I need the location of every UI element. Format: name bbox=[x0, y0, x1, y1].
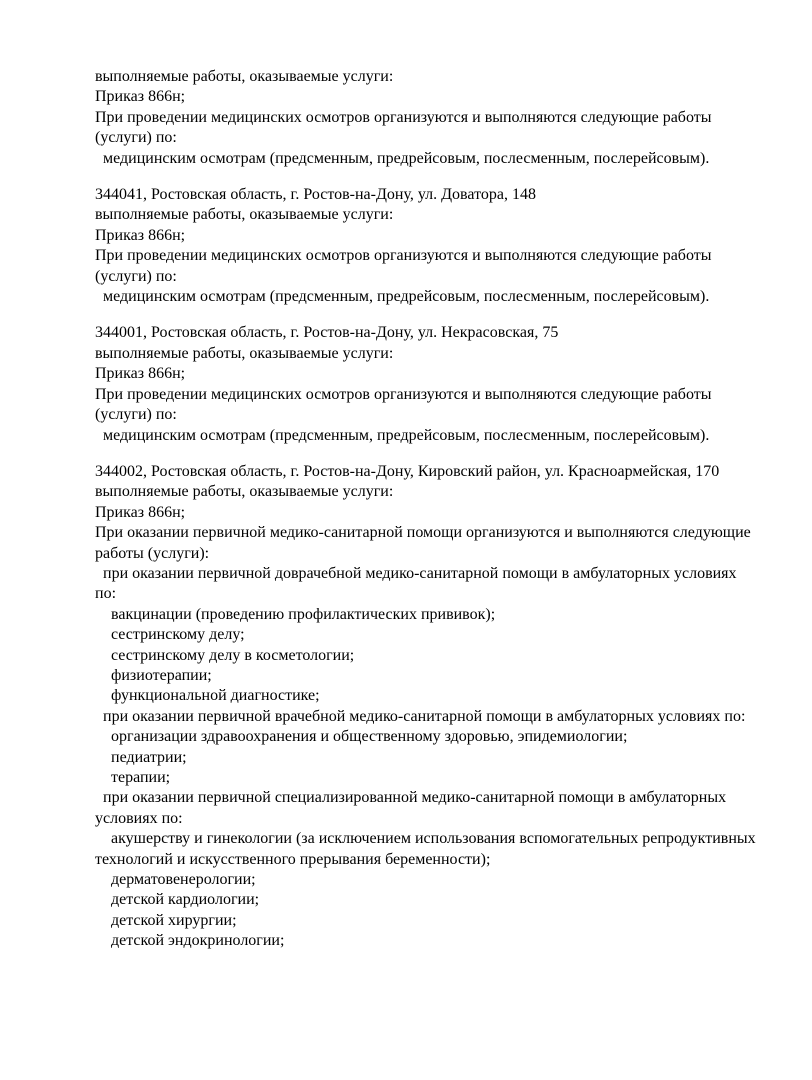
text-line: дерматовенерологии; bbox=[95, 871, 256, 889]
text-line: Приказ 866н; bbox=[95, 365, 186, 383]
license-works-text bbox=[95, 67, 760, 952]
text-line: (услуги) по: bbox=[95, 267, 177, 285]
text-line: акушерству и гинекологии (за исключением использования вспомогательных репродуктивных bbox=[95, 830, 756, 848]
license-entry-344002 bbox=[95, 462, 760, 952]
text-line: функциональной диагностике; bbox=[95, 687, 320, 705]
text-line: сестринскому делу в косметологии; bbox=[95, 646, 355, 664]
license-entry-continued bbox=[95, 67, 760, 169]
text-line: медицинским осмотрам (предсменным, предрейсовым, послесменным, послерейсовым). bbox=[95, 149, 710, 167]
text-line: Приказ 866н; bbox=[95, 503, 186, 521]
text-line: по: bbox=[95, 585, 117, 603]
text-line: При оказании первичной медико-санитарной помощи организуются и выполняются следующие bbox=[95, 524, 751, 542]
text-line: медицинским осмотрам (предсменным, предрейсовым, послесменным, послерейсовым). bbox=[95, 426, 710, 444]
text-line: Приказ 866н; bbox=[95, 88, 186, 106]
text-line: Приказ 866н; bbox=[95, 226, 186, 244]
text-line: выполняемые работы, оказываемые услуги: bbox=[95, 206, 394, 224]
text-line: (услуги) по: bbox=[95, 129, 177, 147]
text-line: при оказании первичной специализированной медико-санитарной помощи в амбулаторных bbox=[95, 789, 727, 807]
text-line: При проведении медицинских осмотров организуются и выполняются следующие работы bbox=[95, 247, 712, 265]
text-line: детской эндокринологии; bbox=[95, 932, 285, 950]
text-line: физиотерапии; bbox=[95, 666, 212, 684]
text-line: (услуги) по: bbox=[95, 406, 177, 424]
text-line: условиях по: bbox=[95, 809, 183, 827]
license-entry-344001 bbox=[95, 323, 760, 445]
text-line: организации здравоохранения и общественному здоровью, эпидемиологии; bbox=[95, 728, 628, 746]
text-line: при оказании первичной врачебной медико-санитарной помощи в амбулаторных условиях по: bbox=[95, 707, 746, 725]
address-line: 344041, Ростовская область, г. Ростов-на-Дону, ул. Доватора, 148 bbox=[95, 186, 536, 204]
address-line: 344001, Ростовская область, г. Ростов-на-Дону, ул. Некрасовская, 75 bbox=[95, 324, 559, 342]
text-line: выполняемые работы, оказываемые услуги: bbox=[95, 344, 394, 362]
text-line: технологий и искусственного прерывания беременности); bbox=[95, 850, 491, 868]
text-line: медицинским осмотрам (предсменным, предрейсовым, послесменным, послерейсовым). bbox=[95, 288, 710, 306]
text-line: детской хирургии; bbox=[95, 911, 237, 929]
text-line: При проведении медицинских осмотров организуются и выполняются следующие работы bbox=[95, 108, 712, 126]
text-line: детской кардиологии; bbox=[95, 891, 260, 909]
text-line: При проведении медицинских осмотров организуются и выполняются следующие работы bbox=[95, 385, 712, 403]
text-line: терапии; bbox=[95, 769, 171, 786]
text-line: работы (услуги): bbox=[95, 544, 210, 562]
text-line: педиатрии; bbox=[95, 748, 187, 766]
text-line: выполняемые работы, оказываемые услуги: bbox=[95, 68, 394, 85]
text-line: сестринскому делу; bbox=[95, 626, 245, 644]
address-line: 344002, Ростовская область, г. Ростов-на-Дону, Кировский район, ул. Красноармейская, 170 bbox=[95, 462, 720, 480]
license-entry-344041 bbox=[95, 185, 760, 307]
text-line: выполняемые работы, оказываемые услуги: bbox=[95, 483, 394, 501]
text-line: вакцинации (проведению профилактических прививок); bbox=[95, 605, 496, 623]
text-line: при оказании первичной доврачебной медико-санитарной помощи в амбулаторных условиях bbox=[95, 564, 737, 582]
